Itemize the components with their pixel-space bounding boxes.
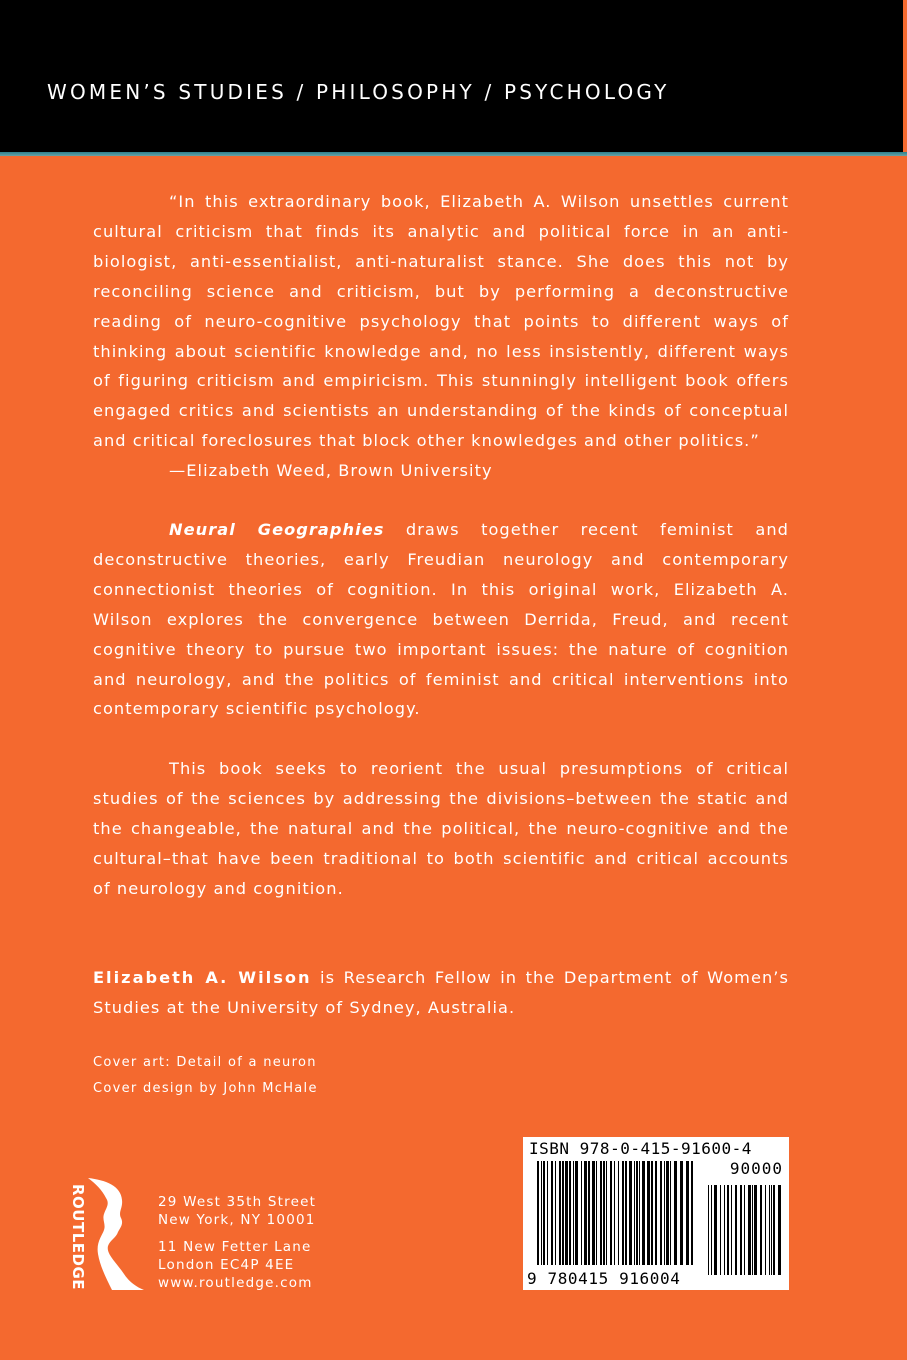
subject-categories: WOMEN’S STUDIES / PHILOSOPHY / PSYCHOLOGY bbox=[47, 80, 670, 104]
barcode-bar bbox=[573, 1161, 574, 1265]
barcode-bar bbox=[735, 1185, 737, 1275]
barcode-bar bbox=[664, 1161, 665, 1265]
barcode-bar bbox=[565, 1161, 568, 1265]
barcode-bar bbox=[720, 1185, 721, 1275]
barcode-bar bbox=[670, 1161, 671, 1265]
barcode-bar bbox=[765, 1185, 766, 1275]
barcode-bar bbox=[575, 1161, 578, 1265]
barcode-bar bbox=[647, 1161, 650, 1265]
barcode-bar bbox=[708, 1185, 709, 1275]
isbn-barcode bbox=[523, 1137, 789, 1290]
barcode-bar bbox=[555, 1161, 556, 1265]
barcode-bar bbox=[686, 1161, 689, 1265]
barcode-bar bbox=[581, 1161, 582, 1265]
address-london bbox=[158, 1238, 313, 1292]
barcode-bar bbox=[778, 1185, 781, 1275]
barcode-bar bbox=[551, 1161, 553, 1265]
barcode-bar bbox=[625, 1161, 627, 1265]
barcode-bar bbox=[666, 1161, 669, 1265]
barcode-bar bbox=[674, 1161, 677, 1265]
barcode-bar bbox=[655, 1161, 657, 1265]
author-bio-text: is Research Fellow in the Department of Women’s Studies at the University of Sydney, Australia. bbox=[93, 968, 789, 1017]
barcode-bar bbox=[634, 1161, 635, 1265]
barcode-bar bbox=[752, 1185, 753, 1275]
barcode-bar bbox=[731, 1185, 732, 1275]
header-band bbox=[0, 0, 903, 152]
barcode-bar bbox=[606, 1161, 607, 1265]
ean-number: 9 780415 916004 bbox=[527, 1269, 681, 1288]
barcode-bar bbox=[660, 1161, 662, 1265]
barcode-bar bbox=[537, 1161, 539, 1265]
cover-design-credit: Cover design by John McHale bbox=[93, 1081, 318, 1096]
address-line: 29 West 35th Street bbox=[158, 1194, 317, 1210]
barcode-bar bbox=[569, 1161, 571, 1265]
barcode-bar bbox=[629, 1161, 632, 1265]
barcode-bar bbox=[600, 1161, 602, 1265]
barcode-bar bbox=[588, 1161, 590, 1265]
cover-art-credit: Cover art: Detail of a neuron bbox=[93, 1055, 317, 1070]
barcode-bar bbox=[714, 1185, 717, 1275]
author-bio bbox=[93, 963, 789, 1023]
barcode-bar bbox=[769, 1185, 770, 1275]
edge-strip bbox=[903, 0, 907, 52]
barcode-bar bbox=[603, 1161, 605, 1265]
address-line: New York, NY 10001 bbox=[158, 1212, 316, 1228]
description-paragraph-2 bbox=[93, 754, 789, 904]
barcode-bar bbox=[562, 1161, 564, 1265]
barcode-bar bbox=[724, 1185, 725, 1275]
description-paragraph-1 bbox=[93, 515, 789, 724]
routledge-wordmark: ROUTLEDGE bbox=[69, 1183, 87, 1291]
barcode-bar bbox=[622, 1161, 624, 1265]
author-name: Elizabeth A. Wilson bbox=[93, 968, 312, 987]
barcode-bar bbox=[614, 1161, 615, 1265]
barcode-bar bbox=[740, 1185, 742, 1275]
barcode-bar bbox=[744, 1185, 745, 1275]
price-addon-code: 90000 bbox=[729, 1159, 783, 1178]
barcode-bar bbox=[773, 1185, 775, 1275]
quote-text: “In this extraordinary book, Elizabeth A. Wilson unsettles current cultural criticism that finds its analytic and political force in an anti-biologist, anti-essentialist, anti-naturalist stance. She does this not by reconciling science and criticism, but by performing a deconstructive reading of neuro-cognitive psychology that points to different ways of thinking about scientific knowledge and, no less insistently, different ways of figuring criticism and empiricism. This stunningly intelligent book offers engaged critics and scientists an understanding of the kinds of conceptual and critical foreclosures that block other knowledges and other politics.” bbox=[93, 192, 789, 451]
barcode-bar bbox=[541, 1161, 542, 1265]
book-title: Neural Geographies bbox=[169, 520, 385, 539]
barcode-bar bbox=[547, 1161, 548, 1265]
barcode-bar bbox=[651, 1161, 653, 1265]
publisher-website: www.routledge.com bbox=[158, 1275, 313, 1291]
barcode-bar bbox=[559, 1161, 561, 1265]
barcode-bar bbox=[754, 1185, 757, 1275]
barcode-bar bbox=[543, 1161, 545, 1265]
barcode-bar bbox=[618, 1161, 619, 1265]
barcode-bar bbox=[596, 1161, 597, 1265]
barcode-bar bbox=[748, 1185, 751, 1275]
barcode-bar bbox=[592, 1161, 595, 1265]
barcode-bar bbox=[610, 1161, 612, 1265]
endorsement-quote bbox=[93, 187, 789, 486]
address-line: London EC4P 4EE bbox=[158, 1257, 295, 1273]
barcode-bar bbox=[771, 1185, 772, 1275]
description-text-1: draws together recent feminist and deconstructive theories, early Freudian neurology and contemporary connectionist theories of cognition. In this original work, Elizabeth A. Wilson explores the convergence between Derrida, Freud, and recent cognitive theory to pursue two important issues: the nature of cognition and neurology, and the politics of feminist and critical interventions into contemporary scientific psychology. bbox=[93, 520, 789, 719]
description-text-2: This book seeks to reorient the usual presumptions of critical studies of the sciences by addressing the divisions–between the static and the changeable, the natural and the political, the neuro-cognitive and the cultural–that have been traditional to both scientific and critical accounts of neurology and cognition. bbox=[93, 759, 789, 898]
barcode-bar bbox=[642, 1161, 645, 1265]
divider-rule bbox=[0, 152, 907, 156]
quote-attribution: —Elizabeth Weed, Brown University bbox=[169, 461, 493, 481]
barcode-bar bbox=[760, 1185, 762, 1275]
barcode-bar bbox=[691, 1161, 693, 1265]
address-new-york bbox=[158, 1193, 316, 1229]
barcode-bar bbox=[711, 1185, 712, 1275]
barcode-bar bbox=[680, 1161, 683, 1265]
isbn-number: ISBN 978-0-415-91600-4 bbox=[529, 1139, 752, 1158]
cover-credits bbox=[93, 1050, 318, 1102]
barcode-bar bbox=[636, 1161, 638, 1265]
address-line: 11 New Fetter Lane bbox=[158, 1239, 312, 1255]
barcode-bar bbox=[727, 1185, 729, 1275]
barcode-bar bbox=[584, 1161, 587, 1265]
barcode-bar bbox=[639, 1161, 640, 1265]
